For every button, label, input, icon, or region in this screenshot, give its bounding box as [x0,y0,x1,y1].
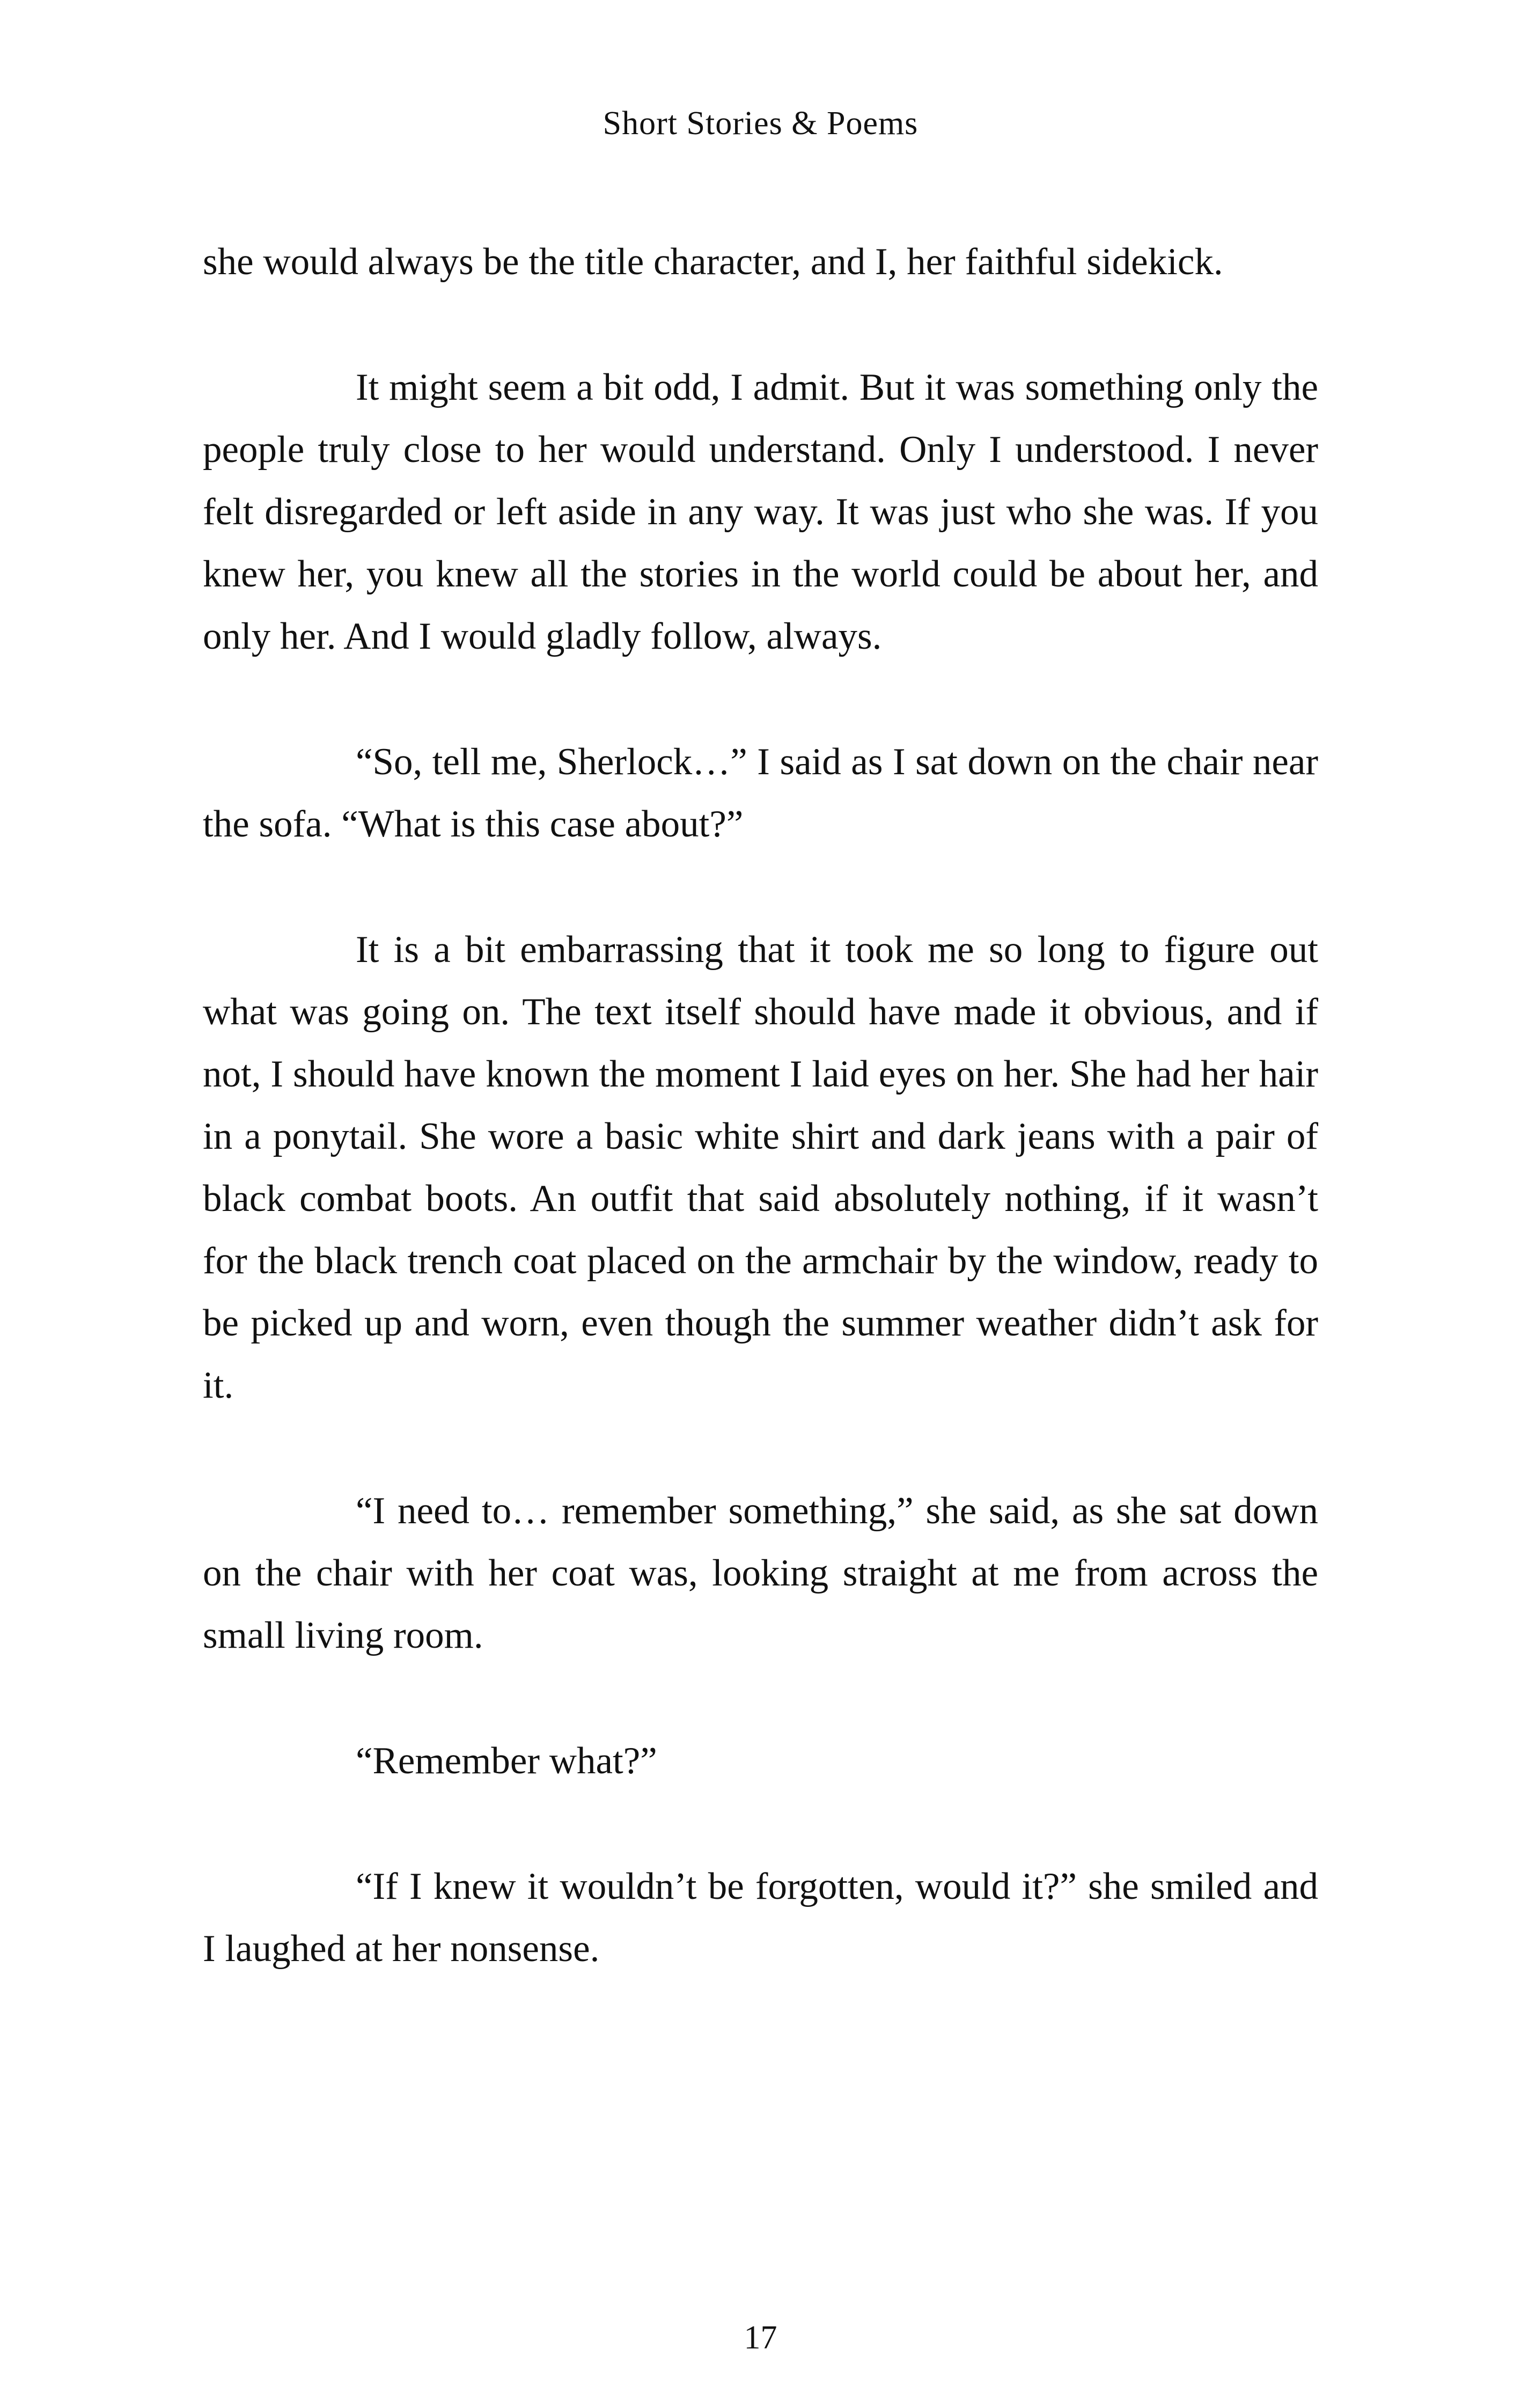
paragraph: It might seem a bit odd, I admit. But it was something only the people truly close to her would understand. Only I understood. I never felt disregarded or left aside in any way. It was just who she was. If you knew her, you knew all the stories in the world could be about her, and only her. And I would gladly follow, always. [203,366,1318,657]
running-header: Short Stories & Poems [602,105,919,142]
paragraph: “So, tell me, Sherlock…” I said as I sat down on the chair near the sofa. “What is this case about?” [203,741,1318,845]
page-body-text [203,231,1318,1980]
paragraph: “Remember what?” [356,1740,657,1782]
paragraph: she would always be the title character, and I, her faithful sidekick. [203,241,1223,283]
paragraph: It is a bit embarrassing that it took me so long to figure out what was going on. The text itself should have made it obvious, and if not, I should have known the moment I laid eyes on her. She had her hair in a ponytail. She wore a basic white shirt and dark jeans with a pair of black combat boots. An outfit that said absolutely nothing, if it wasn’t for the black trench coat placed on the armchair by the window, ready to be picked up and worn, even though the summer weather didn’t ask for it. [203,929,1318,1406]
paragraph: “If I knew it wouldn’t be forgotten, would it?” she smiled and I laughed at her nonsense. [203,1866,1318,1970]
page-number: 17 [744,2319,777,2356]
paragraph: “I need to… remember something,” she said, as she sat down on the chair with her coat was, looking straight at me from across the small living room. [203,1490,1318,1656]
